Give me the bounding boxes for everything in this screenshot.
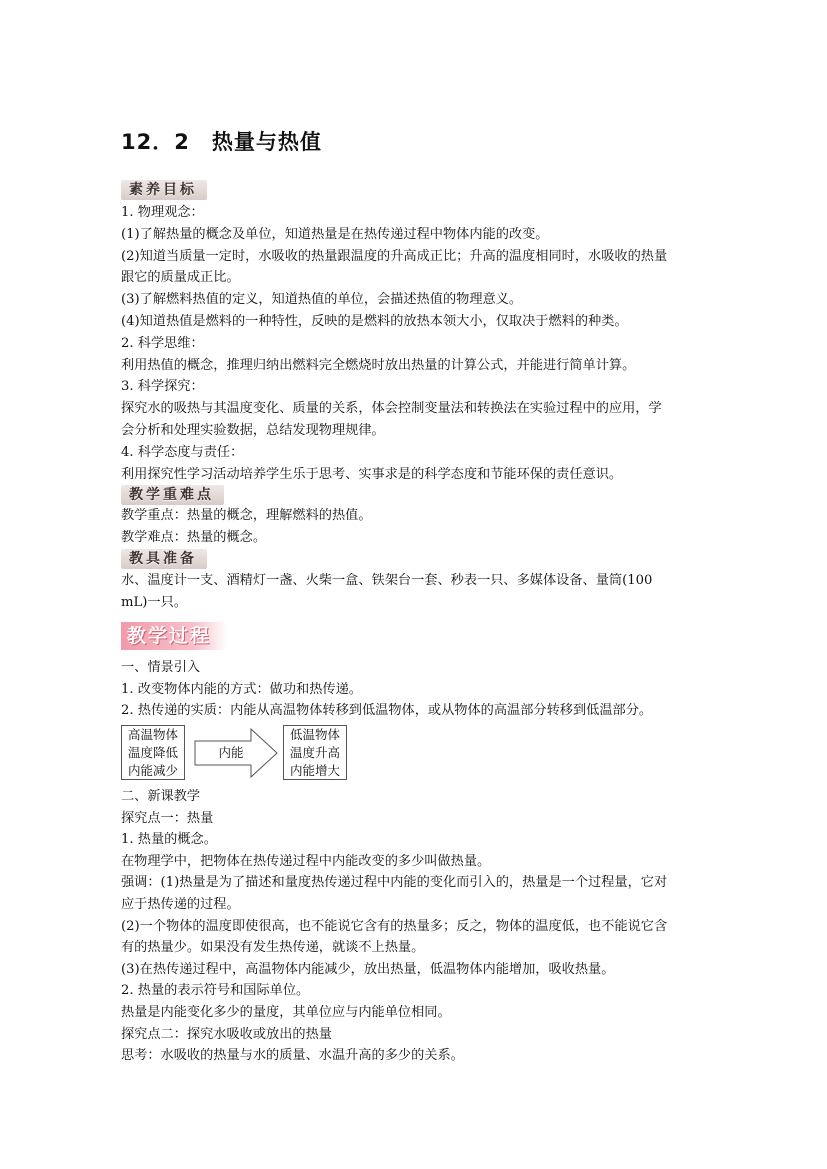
arrow-label: 内能: [218, 745, 244, 760]
section-title: 热量与热值: [211, 130, 322, 154]
goals-line: 2. 科学思维：: [121, 335, 204, 351]
hot-object-line: 内能减少: [127, 763, 178, 778]
section-number: 12．2: [121, 130, 190, 154]
goals-line: 4. 科学态度与责任：: [121, 444, 244, 460]
goals-line: (1)了解热量的概念及单位，知道热量是在热传递过程中物体内能的改变。: [121, 226, 549, 242]
lesson-line: (3)在热传递过程中，高温物体内能减少，放出热量，低温物体内能增加，吸收热量。: [121, 961, 615, 977]
hot-object-line: 高温物体: [127, 727, 178, 742]
goals-line: 探究水的吸热与其温度变化、质量的关系，体会控制变量法和转换法在实验过程中的应用，学: [121, 401, 662, 417]
lesson-line: 强调：(1)热量是为了描述和量度热传递过程中内能的变化而引入的，热量是一个过程量，它对: [121, 875, 668, 891]
goals-line: 3. 科学探究：: [121, 379, 204, 395]
lesson-line: (2)一个物体的温度即使很高，也不能说它含有的热量多；反之，物体的温度低，也不能说它含: [121, 918, 668, 934]
goals-line: 利用热值的概念，推理归纳出燃料完全燃烧时放出热量的计算公式，并能进行简单计算。: [121, 357, 636, 373]
lesson-line: 有的热量少。如果没有发生热传递，就谈不上热量。: [121, 940, 425, 956]
goals-line: (3)了解燃料热值的定义，知道热值的单位，会描述热值的物理意义。: [121, 292, 523, 308]
hot-object-box: [121, 725, 185, 780]
key-point-line: 教学重点：热量的概念，理解燃料的热值。: [121, 508, 372, 523]
lesson-line: 二、新课教学: [121, 789, 201, 804]
intro-line: 2. 热传递的实质：内能从高温物体转移到低温物体，或从物体的高温部分转移到低温部分。: [121, 703, 653, 718]
goals-line: 会分析和处理实验数据，总结发现物理规律。: [121, 423, 385, 438]
goals-line: 跟它的质量成正比。: [121, 270, 240, 286]
goals-line: (2)知道当质量一定时，水吸收的热量跟温度的升高成正比；升高的温度相同时，水吸收的热量: [121, 248, 668, 264]
teaching-process-heading: 教学过程: [121, 622, 227, 650]
lesson-line: 1. 热量的概念。: [121, 832, 217, 848]
teaching-aid-line: 水、温度计一支、酒精灯一盏、火柴一盒、铁架台一套、秒表一只、多媒体设备、量筒(100: [121, 573, 653, 588]
goals-heading: 素养目标: [121, 180, 207, 200]
cold-object-box: [283, 725, 347, 780]
goals-line: 利用探究性学习活动培养学生乐于思考、实事求是的科学态度和节能环保的责任意识。: [121, 466, 623, 482]
page-title: [121, 126, 322, 156]
heat-transfer-diagram: [121, 725, 361, 782]
lesson-line: 思考：水吸收的热量与水的质量、水温升高的多少的关系。: [121, 1048, 464, 1064]
cold-object-line: 内能增大: [289, 763, 340, 778]
lesson-line: 2. 热量的表示符号和国际单位。: [121, 983, 310, 999]
lesson-line: 探究点一：热量: [121, 810, 214, 826]
intro-line: 一、情景引入: [121, 660, 201, 675]
teaching-aid-line: mL)一只。: [121, 594, 187, 610]
goals-line: 1. 物理观念：: [121, 205, 204, 220]
cold-object-line: 温度升高: [289, 745, 340, 760]
lesson-line: 在物理学中，把物体在热传递过程中内能改变的多少叫做热量。: [121, 853, 491, 869]
lesson-line: 应于热传递的过程。: [121, 897, 240, 912]
intro-line: 1. 改变物体内能的方式：做功和热传递。: [121, 681, 362, 697]
lesson-line: 探究点二：探究水吸收或放出的热量: [121, 1026, 332, 1042]
key-points-heading: 教学重难点: [121, 485, 224, 505]
key-point-line: 教学难点：热量的概念。: [121, 529, 267, 545]
teaching-aids-heading: 教具准备: [121, 549, 207, 569]
goals-line: (4)知道热值是燃料的一种特性，反映的是燃料的放热本领大小，仅取决于燃料的种类。: [121, 314, 628, 329]
cold-object-line: 低温物体: [289, 727, 340, 742]
hot-object-line: 温度降低: [127, 745, 178, 760]
lesson-line: 热量是内能变化多少的量度，其单位应与内能单位相同。: [121, 1005, 451, 1020]
